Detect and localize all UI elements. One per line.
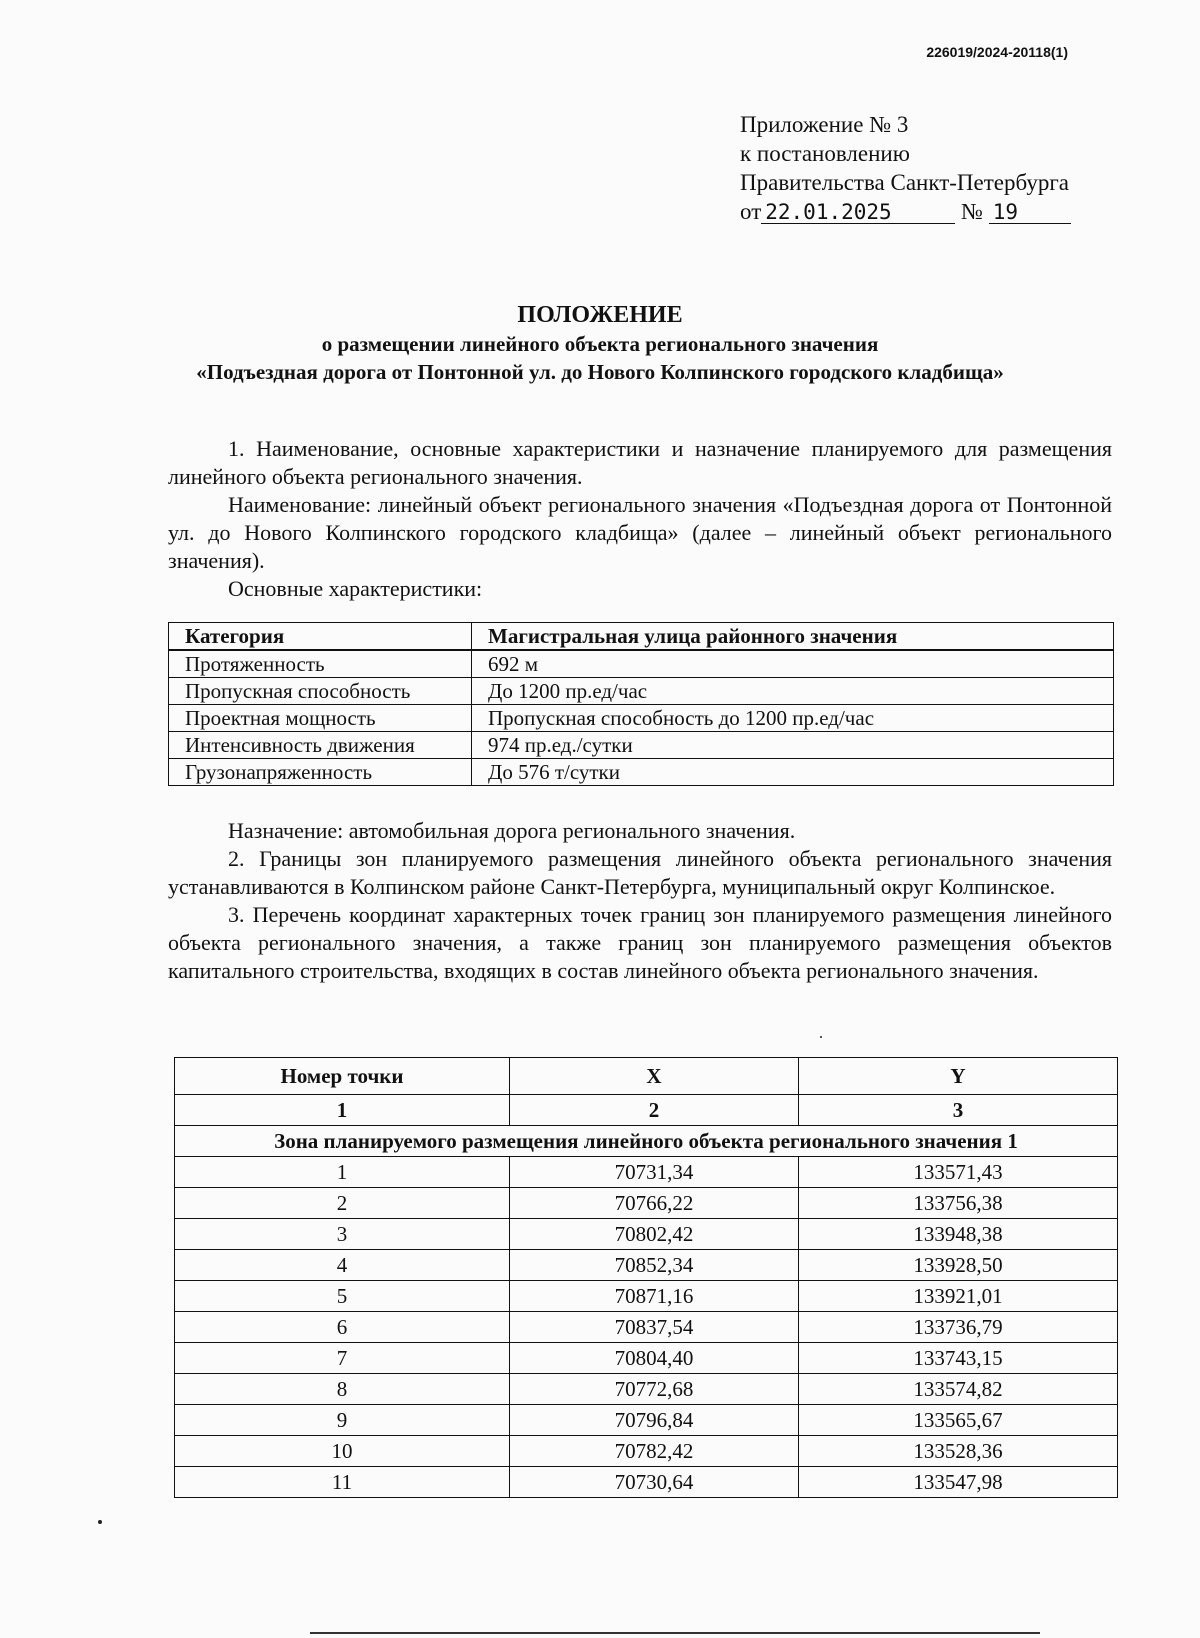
table-cell: 692 м bbox=[472, 650, 1114, 678]
table-cell: 70804,40 bbox=[510, 1343, 799, 1374]
table-cell: 70852,34 bbox=[510, 1250, 799, 1281]
coordinates-table bbox=[174, 1057, 1118, 1498]
column-index-row bbox=[175, 1095, 1118, 1126]
paragraph: 2. Границы зон планируемого размещения линейного объекта регионального значения устанавливаются в Колпинском районе Санкт-Петербурга, муниципальный округ Колпинское. bbox=[168, 846, 1112, 899]
table-cell: 1 bbox=[175, 1095, 510, 1126]
table-header-cell: Категория bbox=[169, 623, 472, 651]
table-row bbox=[175, 1467, 1118, 1498]
decree-number: 19 bbox=[989, 201, 1071, 224]
section-2-text bbox=[168, 817, 1112, 985]
table-cell: Интенсивность движения bbox=[169, 732, 472, 759]
table-cell: Грузонапряженность bbox=[169, 759, 472, 786]
table-cell: 8 bbox=[175, 1374, 510, 1405]
table-cell: 133921,01 bbox=[799, 1281, 1118, 1312]
table-cell: Протяженность bbox=[169, 650, 472, 678]
paragraph: Наименование: линейный объект регионального значения «Подъездная дорога от Понтонной ул. до Нового Колпинского городского кладбища» (далее – линейный объект регионального значения). bbox=[168, 492, 1112, 573]
table-cell: 11 bbox=[175, 1467, 510, 1498]
table-row bbox=[175, 1250, 1118, 1281]
table-header-row bbox=[169, 623, 1114, 651]
table-cell: 4 bbox=[175, 1250, 510, 1281]
table-row bbox=[175, 1312, 1118, 1343]
paragraph: 3. Перечень координат характерных точек границ зон планируемого размещения линейного объекта регионального значения, а также границ зон планируемого размещения объектов капитального строительства, входящих в состав линейного объекта регионального значения. bbox=[168, 902, 1112, 983]
title-main: ПОЛОЖЕНИЕ bbox=[517, 302, 683, 328]
zone-title: Зона планируемого размещения линейного объекта регионального значения 1 bbox=[175, 1126, 1118, 1157]
characteristics-table bbox=[168, 622, 1114, 786]
table-cell: 70730,64 bbox=[510, 1467, 799, 1498]
table-cell: Пропускная способность до 1200 пр.ед/час bbox=[472, 705, 1114, 732]
title-sub-1: о размещении линейного объекта регионального значения bbox=[321, 332, 879, 356]
section-1-text bbox=[168, 435, 1112, 603]
table-header-row bbox=[175, 1058, 1118, 1095]
table-cell: 70766,22 bbox=[510, 1188, 799, 1219]
table-header-cell: Магистральная улица районного значения bbox=[472, 623, 1114, 651]
table-cell: 70772,68 bbox=[510, 1374, 799, 1405]
table-row bbox=[175, 1405, 1118, 1436]
scan-speck bbox=[98, 1520, 102, 1524]
table-cell: До 576 т/сутки bbox=[472, 759, 1114, 786]
table-cell: 9 bbox=[175, 1405, 510, 1436]
table-cell: 2 bbox=[175, 1188, 510, 1219]
table-cell: 70802,42 bbox=[510, 1219, 799, 1250]
document-id: 226019/2024-20118(1) bbox=[926, 44, 1068, 60]
table-cell: 3 bbox=[175, 1219, 510, 1250]
appendix-block bbox=[740, 110, 1071, 226]
table-cell: 133547,98 bbox=[799, 1467, 1118, 1498]
paragraph: Основные характеристики: bbox=[228, 576, 483, 601]
scan-edge-line bbox=[310, 1632, 1040, 1634]
table-cell: 70782,42 bbox=[510, 1436, 799, 1467]
table-row bbox=[169, 678, 1114, 705]
table-cell: 133756,38 bbox=[799, 1188, 1118, 1219]
zone-title-row bbox=[175, 1126, 1118, 1157]
table-row bbox=[169, 732, 1114, 759]
decree-date: 22.01.2025 bbox=[761, 201, 955, 224]
table-cell: 133574,82 bbox=[799, 1374, 1118, 1405]
table-row bbox=[175, 1281, 1118, 1312]
paragraph: Назначение: автомобильная дорога регионального значения. bbox=[228, 818, 796, 843]
table-cell: 70796,84 bbox=[510, 1405, 799, 1436]
table-cell: 133736,79 bbox=[799, 1312, 1118, 1343]
table-cell: 70871,16 bbox=[510, 1281, 799, 1312]
table-row bbox=[175, 1343, 1118, 1374]
table-cell: 133565,67 bbox=[799, 1405, 1118, 1436]
number-label: № bbox=[961, 199, 983, 224]
table-row bbox=[169, 705, 1114, 732]
appendix-title: Приложение № 3 bbox=[740, 112, 909, 137]
appendix-line-3: Правительства Санкт-Петербурга bbox=[740, 170, 1069, 195]
table-cell: 5 bbox=[175, 1281, 510, 1312]
table-cell: 974 пр.ед./сутки bbox=[472, 732, 1114, 759]
appendix-line-2: к постановлению bbox=[740, 141, 910, 166]
table-row bbox=[175, 1188, 1118, 1219]
table-cell: 133528,36 bbox=[799, 1436, 1118, 1467]
table-cell: Проектная мощность bbox=[169, 705, 472, 732]
table-cell: 133571,43 bbox=[799, 1157, 1118, 1188]
title-sub-2: «Подъездная дорога от Понтонной ул. до Нового Колпинского городского кладбища» bbox=[196, 360, 1004, 384]
table-header-cell: Номер точки bbox=[175, 1058, 510, 1095]
scan-speck bbox=[820, 1036, 822, 1038]
table-row bbox=[175, 1219, 1118, 1250]
appendix-date-line bbox=[740, 197, 1071, 226]
table-header-cell: X bbox=[510, 1058, 799, 1095]
table-cell: 1 bbox=[175, 1157, 510, 1188]
table-row bbox=[169, 650, 1114, 678]
table-cell: 70731,34 bbox=[510, 1157, 799, 1188]
table-cell: 133948,38 bbox=[799, 1219, 1118, 1250]
table-cell: 70837,54 bbox=[510, 1312, 799, 1343]
table-cell: Пропускная способность bbox=[169, 678, 472, 705]
table-cell: 6 bbox=[175, 1312, 510, 1343]
table-cell: 2 bbox=[510, 1095, 799, 1126]
table-cell: 10 bbox=[175, 1436, 510, 1467]
table-cell: 133743,15 bbox=[799, 1343, 1118, 1374]
table-cell: 7 bbox=[175, 1343, 510, 1374]
table-row bbox=[169, 759, 1114, 786]
document-title bbox=[0, 300, 1200, 386]
table-row bbox=[175, 1374, 1118, 1405]
table-row bbox=[175, 1157, 1118, 1188]
table-row bbox=[175, 1436, 1118, 1467]
table-cell: 133928,50 bbox=[799, 1250, 1118, 1281]
from-label: от bbox=[740, 199, 762, 224]
table-header-cell: Y bbox=[799, 1058, 1118, 1095]
table-cell: До 1200 пр.ед/час bbox=[472, 678, 1114, 705]
paragraph: 1. Наименование, основные характеристики и назначение планируемого для размещения линейного объекта регионального значения. bbox=[168, 436, 1112, 489]
table-cell: 3 bbox=[799, 1095, 1118, 1126]
